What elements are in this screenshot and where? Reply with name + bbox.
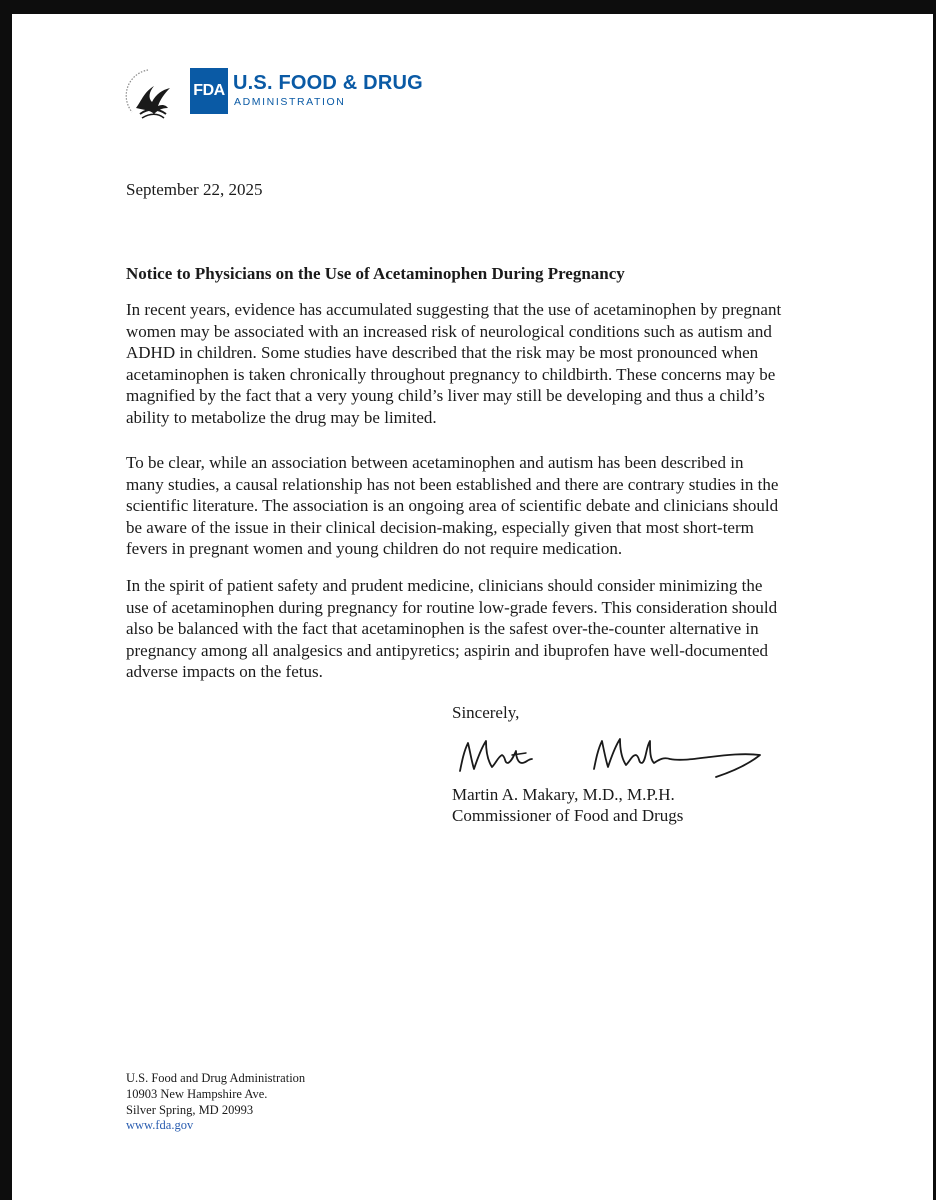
paragraph-line: pregnancy among all analgesics and antipyretics; aspirin and ibuprofen have well-documented — [126, 640, 768, 660]
footer-city: Silver Spring, MD 20993 — [126, 1102, 254, 1117]
footer-website-link[interactable]: www.fda.gov — [126, 1118, 194, 1133]
signature-image — [454, 733, 774, 789]
paragraph-line: In the spirit of patient safety and prudent medicine, clinicians should consider minimizing the — [126, 576, 763, 595]
footer-address — [126, 1071, 305, 1134]
letter-date: September 22, 2025 — [126, 180, 263, 199]
paragraph-line: magnified by the fact that a very young child’s liver may still be developing and thus a child’s — [126, 386, 765, 406]
footer-org: U.S. Food and Drug Administration — [126, 1071, 306, 1085]
paragraph-line: scientific literature. The association is an ongoing area of scientific debate and clinicians should — [126, 496, 779, 516]
paragraph-line: acetaminophen is taken chronically throughout pregnancy to childbirth. These concerns may be — [126, 364, 776, 384]
paragraph-3 — [126, 575, 826, 683]
paragraph-line: also be balanced with the fact that acetaminophen is the safest over-the-counter alternative in — [126, 619, 759, 639]
paragraph-line: ability to metabolize the drug may be limited. — [126, 407, 437, 427]
agency-subname: ADMINISTRATION — [234, 96, 346, 108]
paragraph-line: many studies, a causal relationship has not been established and there are contrary studies in the — [126, 474, 779, 494]
closing: Sincerely, — [452, 703, 520, 722]
top-border — [0, 0, 936, 14]
paragraph-line: In recent years, evidence has accumulated suggesting that the use of acetaminophen by pregnant — [126, 300, 782, 319]
paragraph-1 — [126, 299, 826, 429]
paragraph-line: be aware of the issue in their clinical decision-making, especially given that most short-term — [126, 517, 754, 537]
paragraph-line: ADHD in children. Some studies have described that the risk may be most pronounced when — [126, 343, 759, 363]
paragraph-2 — [126, 452, 826, 560]
footer-street: 10903 New Hampshire Ave. — [126, 1086, 268, 1101]
paragraph-line: adverse impacts on the fetus. — [126, 662, 323, 682]
left-border — [0, 0, 12, 1200]
letter-title: Notice to Physicians on the Use of Acetaminophen During Pregnancy — [126, 264, 625, 283]
paragraph-line: use of acetaminophen during pregnancy for routine low-grade fevers. This consideration should — [126, 597, 778, 617]
signer-title: Commissioner of Food and Drugs — [452, 806, 684, 825]
fda-logo-badge: FDA — [190, 68, 228, 114]
paragraph-line: women may be associated with an increased risk of neurological conditions such as autism and — [126, 321, 772, 341]
paragraph-line: fevers in pregnant women and young children do not require medication. — [126, 539, 623, 559]
signer-name: Martin A. Makary, M.D., M.P.H. — [452, 785, 675, 804]
agency-name: U.S. FOOD & DRUG — [233, 72, 423, 94]
paragraph-line: To be clear, while an association between acetaminophen and autism has been described in — [126, 453, 744, 472]
hhs-eagle-seal-icon — [118, 64, 186, 122]
